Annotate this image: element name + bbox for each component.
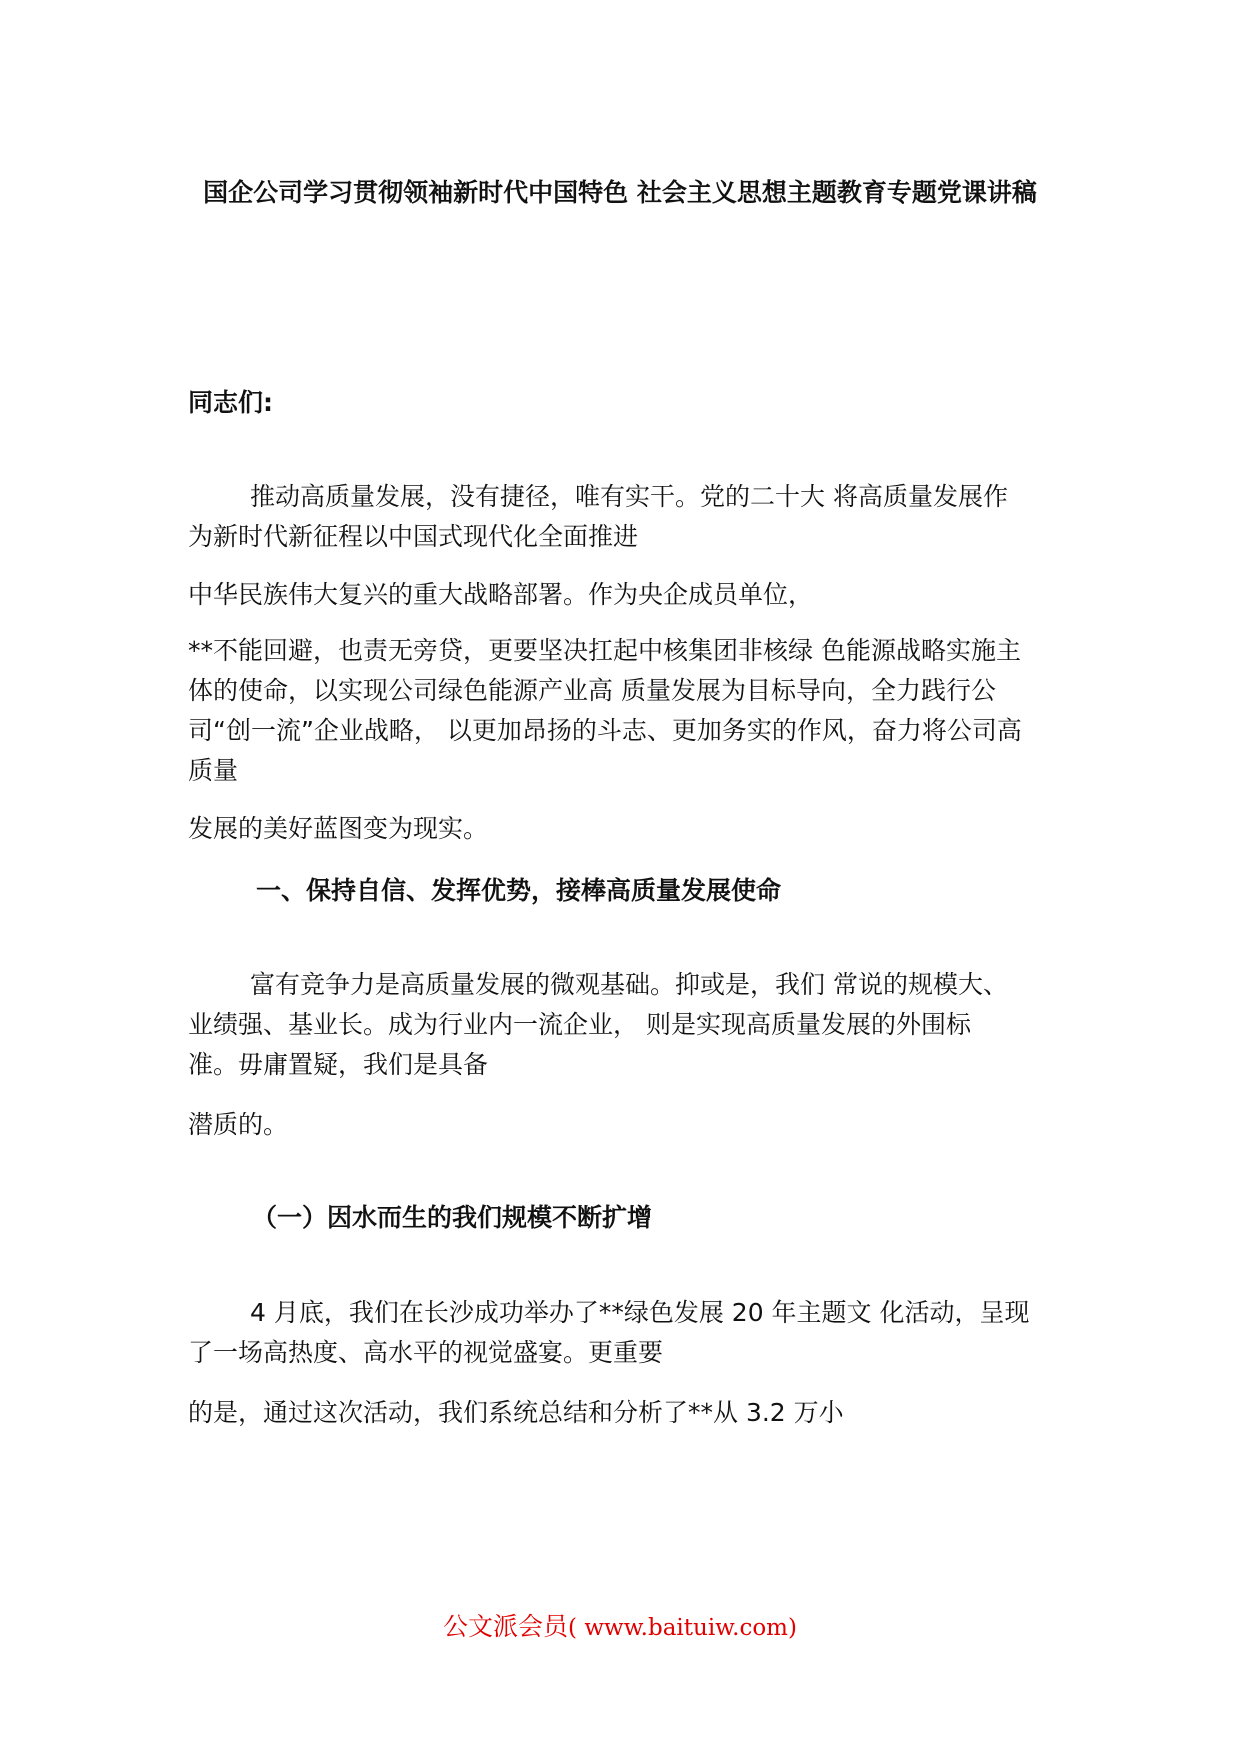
intro-line-3: 中华民族伟大复兴的重大战略部署。作为央企成员单位，: [188, 580, 814, 609]
section1-line-1: 富有竞争力是高质量发展的微观基础。抑或是，我们 常说的规模大、: [250, 970, 1008, 999]
footer-brand: 公文派会员: [443, 1612, 569, 1641]
section1-line-4: 潜质的。: [188, 1110, 289, 1139]
subsection1-line-1: 4 月底，我们在长沙成功举办了**绿色发展 20 年主题文 化活动，呈现: [250, 1298, 1030, 1327]
intro-line-2: 为新时代新征程以中国式现代化全面推进: [188, 522, 639, 551]
subsection1-line-3: 的是，通过这次活动，我们系统总结和分析了**从 3.2 万小: [188, 1398, 844, 1427]
intro-line-6: 司“创一流”企业战略， 以更加昂扬的斗志、更加务实的作风，奋力将公司高: [188, 716, 1022, 745]
footer-watermark: [0, 1612, 1240, 1643]
section-heading-1: 一、保持自信、发挥优势，接棒高质量发展使命: [256, 876, 782, 905]
salutation: 同志们:: [188, 388, 273, 417]
subsection1-line-2: 了一场高热度、高水平的视觉盛宴。更重要: [188, 1338, 664, 1367]
intro-line-5: 体的使命，以实现公司绿色能源产业高 质量发展为目标导向，全力践行公: [188, 676, 996, 705]
intro-line-7: 质量: [188, 756, 239, 785]
document-title: 国企公司学习贯彻领袖新时代中国特色 社会主义思想主题教育专题党课讲稿: [203, 178, 1037, 207]
section1-line-3: 准。毋庸置疑，我们是具备: [188, 1050, 489, 1079]
footer-url[interactable]: ( www.baituiw.com): [568, 1615, 797, 1641]
section1-line-2: 业绩强、基业长。成为行业内一流企业， 则是实现高质量发展的外围标: [188, 1010, 971, 1039]
intro-line-4: **不能回避，也责无旁贷，更要坚决扛起中核集团非核绿 色能源战略实施主: [188, 636, 1021, 665]
intro-line-1: 推动高质量发展，没有捷径，唯有实干。党的二十大 将高质量发展作: [250, 482, 1008, 511]
intro-line-8: 发展的美好蓝图变为现实。: [188, 814, 489, 843]
subsection-heading-1: （一）因水而生的我们规模不断扩增: [252, 1203, 653, 1232]
